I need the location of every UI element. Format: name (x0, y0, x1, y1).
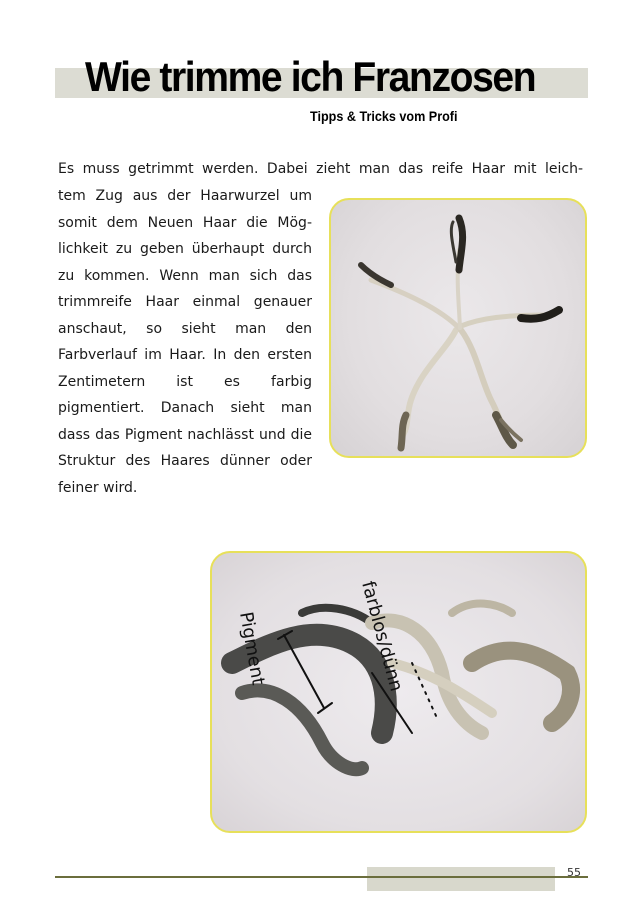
annotation-farblos: farblos/dünn (357, 578, 407, 694)
page-subtitle: Tipps & Tricks vom Profi (310, 108, 458, 124)
annotated-hair-illustration (212, 553, 585, 831)
footer-box (367, 867, 555, 891)
body-first-line: Es muss getrimmt werden. Dabei zieht man das reife Haar mit leich- (58, 161, 583, 177)
page-number: 55 (567, 866, 581, 879)
page-title: Wie trimme ich Franzosen (85, 53, 536, 100)
footer-line (55, 876, 588, 878)
hair-photo-1 (329, 198, 587, 458)
annotation-pigment: Pigment (235, 610, 269, 687)
hair-photo-2 (210, 551, 587, 833)
body-paragraph: tem Zug aus der Haarwurzel um somit dem Neuen Haar die Mög-lichkeit zu geben überhaupt durch zu kommen. Wenn man sich das trimmreife Haar einmal genauer anschaut, so sieht man den Farbverlauf im Haar. In den ersten Zentimetern ist es farbig pigmentiert. Danach sieht man dass das Pigment nachlässt und die Struktur des Haares dünner oder feiner wird. (58, 188, 312, 496)
hair-strands-illustration (331, 200, 585, 456)
